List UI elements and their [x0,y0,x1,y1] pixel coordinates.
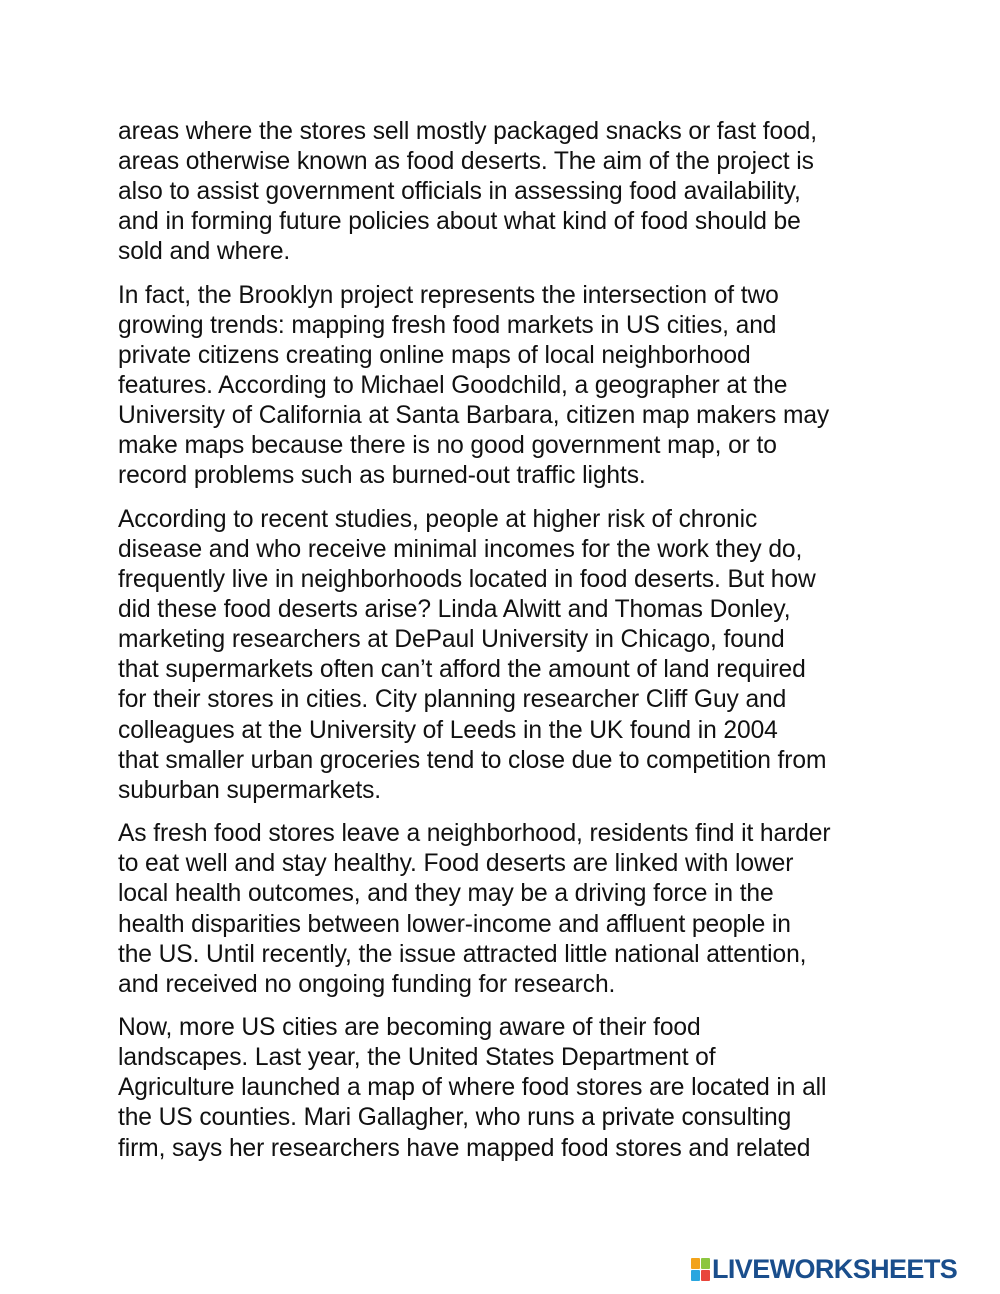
text-line: that smaller urban groceries tend to close due to competition from [118,746,827,774]
text-line: growing trends: mapping fresh food markets in US cities, and [118,311,777,339]
paragraph-4 [118,819,918,1000]
logo-square-4 [701,1270,710,1281]
logo-square-1 [691,1258,700,1269]
text-line: that supermarkets often can’t afford the amount of land required [118,656,806,684]
text-line: According to recent studies, people at higher risk of chronic [118,505,758,533]
text-line: firm, says her researchers have mapped food stores and related [118,1134,811,1162]
text-line: record problems such as burned-out traffic lights. [118,462,646,490]
paragraph-5 [118,1013,918,1163]
text-line: and in forming future policies about what kind of food should be [118,208,801,236]
liveworksheets-logo-icon [691,1258,710,1281]
text-line: colleagues at the University of Leeds in the UK found in 2004 [118,716,778,744]
logo-square-2 [701,1258,710,1269]
text-line: landscapes. Last year, the United States Department of [118,1044,716,1072]
text-line: for their stores in cities. City planning researcher Cliff Guy and [118,686,787,714]
text-line: University of California at Santa Barbara, citizen map makers may [118,402,830,430]
text-line: the US. Until recently, the issue attracted little national attention, [118,940,807,968]
text-line: local health outcomes, and they may be a driving force in the [118,880,774,908]
text-line: In fact, the Brooklyn project represents the intersection of two [118,281,779,309]
paragraph-1 [118,117,918,267]
text-line: make maps because there is no good government map, or to [118,432,777,460]
liveworksheets-watermark [691,1254,957,1284]
watermark-text: LIVEWORKSHEETS [712,1254,958,1284]
text-line: and received no ongoing funding for research. [118,970,616,998]
text-line: features. According to Michael Goodchild, a geographer at the [118,372,788,400]
text-line: private citizens creating online maps of local neighborhood [118,342,751,370]
text-line: areas where the stores sell mostly packaged snacks or fast food, [118,118,817,145]
text-line: areas otherwise known as food deserts. The aim of the project is [118,148,814,176]
text-line: Now, more US cities are becoming aware of their food [118,1014,701,1042]
text-line: to eat well and stay healthy. Food deserts are linked with lower [118,850,794,878]
paragraph-3 [118,505,918,806]
text-line: suburban supermarkets. [118,776,381,804]
text-line: marketing researchers at DePaul University in Chicago, found [118,626,785,654]
text-line: also to assist government officials in assessing food availability, [118,178,801,206]
text-line: health disparities between lower-income and affluent people in [118,910,791,938]
text-line: sold and where. [118,238,291,266]
text-line: Agriculture launched a map of where food stores are located in all [118,1074,827,1102]
article-body [118,117,918,1177]
text-line: frequently live in neighborhoods located in food deserts. But how [118,566,816,594]
paragraph-2 [118,281,918,492]
text-line: disease and who receive minimal incomes for the work they do, [118,536,803,563]
text-line: the US counties. Mari Gallagher, who runs a private consulting [118,1104,792,1132]
text-line: did these food deserts arise? Linda Alwitt and Thomas Donley, [118,596,791,624]
text-line: As fresh food stores leave a neighborhood, residents find it harder [118,820,831,848]
logo-square-3 [691,1270,700,1281]
